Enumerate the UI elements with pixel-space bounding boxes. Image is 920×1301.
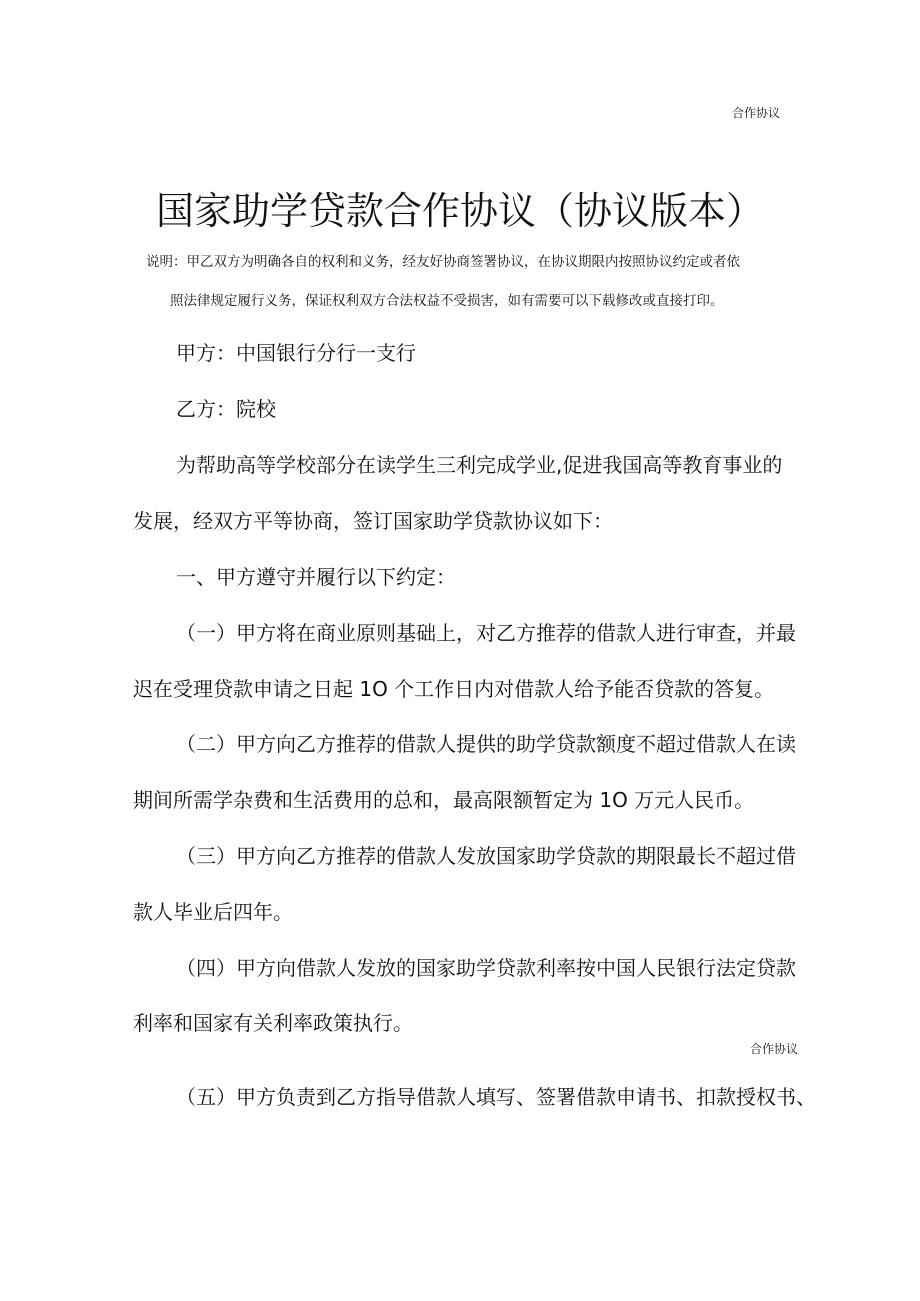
clause-3-line-2: 款人毕业后四年。 — [133, 900, 293, 924]
clause-1-line-1: （一）甲方将在商业原则基础上，对乙方推荐的借款人进行审查，并最 — [176, 621, 796, 645]
document-title: 国家助学贷款合作协议（协议版本） — [155, 189, 764, 233]
description-line-1: 说明：甲乙双方为明确各自的权利和义务，经友好协商签署协议，在协议期限内按照协议约定或者依 — [146, 254, 740, 270]
clause-4-line-1: （四）甲方向借款人发放的国家助学贷款利率按中国人民银行法定贷款 — [176, 956, 796, 980]
clause-3-line-1: （三）甲方向乙方推荐的借款人发放国家助学贷款的期限最长不超过借 — [176, 844, 796, 868]
clause-5-line-1: （五）甲方负责到乙方指导借款人填写、签署借款申请书、扣款授权书、 — [176, 1085, 816, 1109]
party-a: 甲方：中国银行分行一支行 — [176, 341, 416, 365]
clause-1-line-2: 迟在受理贷款申请之日起 1O 个工作日内对借款人给予能否贷款的答复。 — [133, 677, 775, 701]
preamble-line-2: 发展，经双方平等协商，签订国家助学贷款协议如下： — [133, 509, 613, 533]
footer-label: 合作协议 — [749, 1042, 798, 1056]
section-1-heading: 一、甲方遵守并履行以下约定： — [176, 565, 456, 589]
clause-4-line-2: 利率和国家有关利率政策执行。 — [133, 1011, 413, 1035]
clause-2-line-2: 期间所需学杂费和生活费用的总和，最高限额暂定为 1O 万元人民币。 — [133, 788, 755, 812]
preamble-line-1: 为帮助高等学校部分在读学生三利完成学业,促进我国高等教育事业的 — [176, 453, 783, 477]
description-line-2: 照法律规定履行义务，保证权利双方合法权益不受损害，如有需要可以下载修改或直接打印。 — [170, 293, 724, 309]
header-label: 合作协议 — [731, 106, 780, 120]
clause-2-line-1: （二）甲方向乙方推荐的借款人提供的助学贷款额度不超过借款人在读 — [176, 732, 796, 756]
party-b: 乙方：院校 — [176, 397, 276, 421]
